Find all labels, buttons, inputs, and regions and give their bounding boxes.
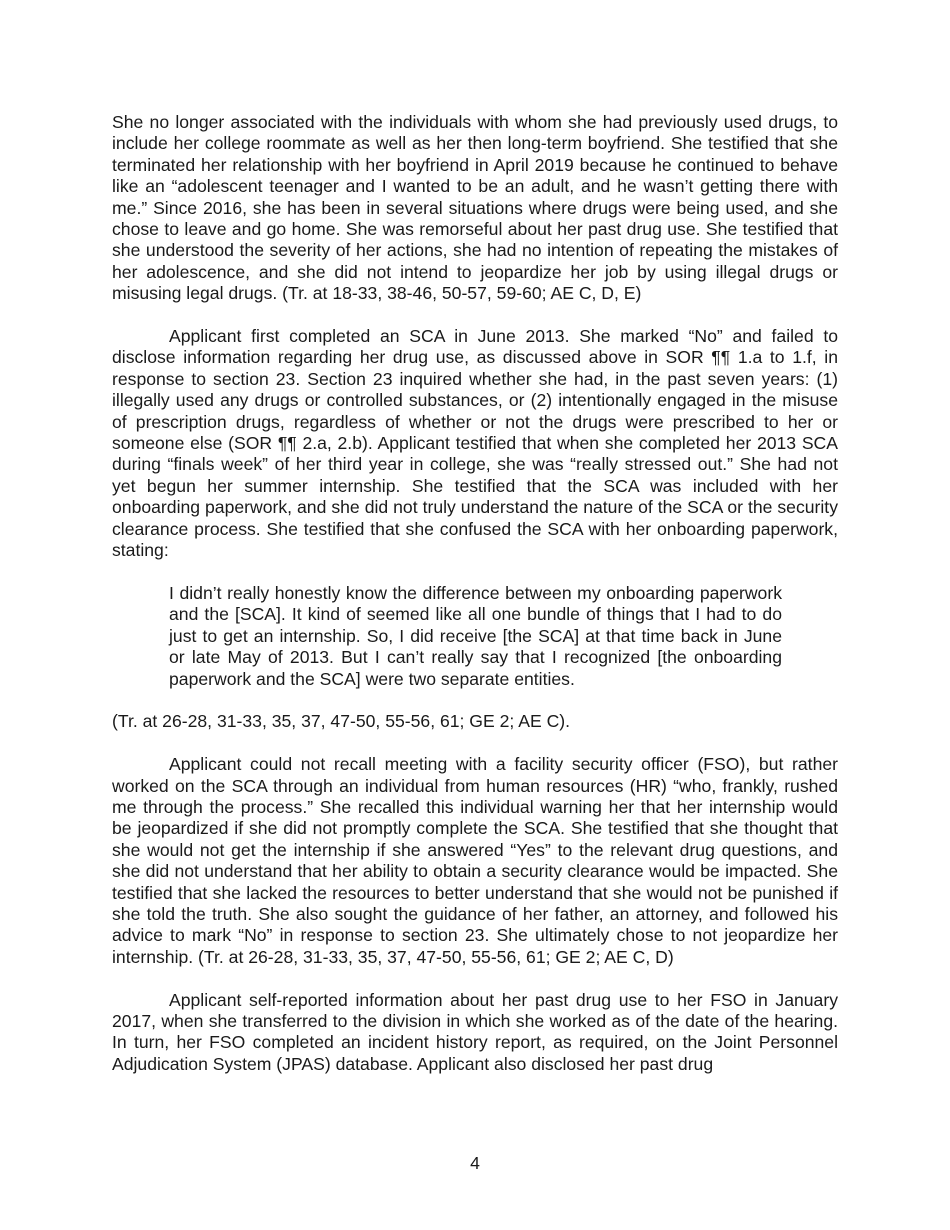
paragraph-drug-association: She no longer associated with the individuals with whom she had previously used drugs, to include her college roommate as well as her then long-term boyfriend. She testified that she terminated her relationship with her boyfriend in April 2019 because he continued to behave like an “adolescent teenager and I wanted to be an adult, and he wasn’t getting there with me.” Since 2016, she has been in several situations where drugs were being used, and she chose to leave and go home. She was remorseful about her past drug use. She testified that she understood the severity of her actions, she had no intention of repeating the mistakes of her adolescence, and she did not intend to jeopardize her job by using illegal drugs or misusing legal drugs. (Tr. at 18-33, 38-46, 50-57, 59-60; AE C, D, E) <box>112 112 838 304</box>
paragraph-sca-2013: Applicant first completed an SCA in June 2013. She marked “No” and failed to disclose information regarding her drug use, as discussed above in SOR ¶¶ 1.a to 1.f, in response to section 23. Section 23 inquired whether she had, in the past seven years: (1) illegally used any drugs or controlled substances, or (2) intentionally engaged in the misuse of prescription drugs, regardless of whether or not the drugs were prescribed to her or someone else (SOR ¶¶ 2.a, 2.b). Applicant testified that when she completed her 2013 SCA during “finals week” of her third year in college, she was “really stressed out.” She had not yet begun her summer internship. She testified that the SCA was included with her onboarding paperwork, and she did not truly understand the nature of the SCA or the security clearance process. She testified that she confused the SCA with her onboarding paperwork, stating: <box>112 326 838 561</box>
paragraph-fso-hr: Applicant could not recall meeting with a facility security officer (FSO), but rather worked on the SCA through an individual from human resources (HR) “who, frankly, rushed me through the process.” She recalled this individual warning her that her internship would be jeopardized if she did not promptly complete the SCA. She testified that she thought that she would not get the internship if she answered “Yes” to the relevant drug questions, and she did not understand that her ability to obtain a security clearance would be impacted. She testified that she lacked the resources to better understand that she would not be punished if she told the truth. She also sought the guidance of her father, an attorney, and followed his advice to mark “No” in response to section 23. She ultimately chose to not jeopardize her internship. (Tr. at 26-28, 31-33, 35, 37, 47-50, 55-56, 61; GE 2; AE C, D) <box>112 754 838 967</box>
document-page <box>112 112 838 1097</box>
page-number: 4 <box>470 1153 480 1173</box>
block-quote-testimony: I didn’t really honestly know the difference between my onboarding paperwork and the [SCA]. It kind of seemed like all one bundle of things that I had to do just to get an internship. So, I did receive [the SCA] at that time back in June or late May of 2013. But I can’t really say that I recognized [the onboarding paperwork and the SCA] were two separate entities. <box>169 582 782 689</box>
citation-line: (Tr. at 26-28, 31-33, 35, 37, 47-50, 55-56, 61; GE 2; AE C). <box>112 711 571 732</box>
paragraph-self-report: Applicant self-reported information about her past drug use to her FSO in January 2017, when she transferred to the division in which she worked as of the date of the hearing. In turn, her FSO completed an incident history report, as required, on the Joint Personnel Adjudication System (JPAS) database. Applicant also disclosed her past drug <box>112 989 838 1074</box>
